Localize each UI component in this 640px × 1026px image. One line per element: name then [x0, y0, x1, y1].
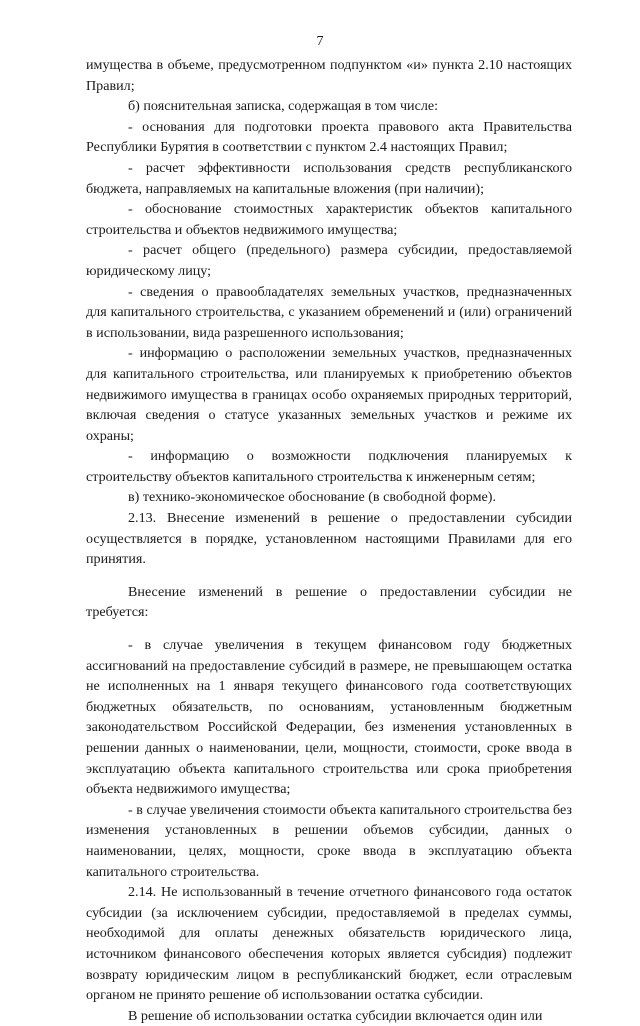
document-body [86, 55, 572, 1026]
list-item-cost-justification: - обоснование стоимостных характеристик объектов капитального строительства и объектов недвижимого имущества; [86, 201, 572, 238]
list-item-efficiency: - расчет эффективности использования средств республиканского бюджета, направляемых на капитальные вложения (при наличии); [86, 159, 572, 197]
paragraph-section-2-13: 2.13. Внесение изменений в решение о предоставлении субсидии осуществляется в порядке, установленном настоящими Правилами для его принятия. [86, 510, 572, 568]
list-item-budget-increase: - в случае увеличения в текущем финансовом году бюджетных ассигнований на предоставление субсидий в размере, не превышающем остатка не исполненных на 1 января текущего финансового года соответствующих бюджетных обязательств, по основаниям, установленным бюджетным законодательством Российской Федерации, без изменения установленных в решении данных о наименовании, цели, мощности, стоимости, сроке ввода в эксплуатацию объекта капитального строительства или срока приобретения объекта недвижимого имущества; [86, 637, 572, 798]
paragraph-feasibility-study: в) технико-экономическое обоснование (в свободной форме). [128, 489, 497, 506]
paragraph-remainder-decision: В решение об использовании остатка субсидии включается один или [128, 1007, 543, 1024]
list-item-cost-increase: - в случае увеличения стоимости объекта капитального строительства без изменения установленных в решении объемов субсидии, данных о наименовании, целях, мощности, сроке ввода в эксплуатацию объекта капитального строительства. [86, 801, 572, 880]
paragraph-continuation: имущества в объеме, предусмотренном подпунктом «и» пункта 2.10 настоящих Правил; [86, 57, 572, 94]
paragraph-no-change-required: Внесение изменений в решение о предоставлении субсидии не требуется: [86, 583, 572, 621]
page-number: 7 [316, 34, 324, 49]
list-item-subsidy-size: - расчет общего (предельного) размера субсидии, предоставляемой юридическому лицу; [86, 242, 572, 279]
list-item-utility-connection: - информацию о возможности подключения планируемых к строительству объектов капитального строительства к инженерным сетям; [86, 448, 572, 485]
paragraph-section-2-14: 2.14. Не использованный в течение отчетного финансового года остаток субсидии (за исключением субсидии, предоставляемой в пределах суммы, необходимой для оплаты денежных обязательств юридического лица, источником финансового обеспечения которых является субсидия) подлежит возврату юридическим лицом в республиканский бюджет, если отраслевым органом не принято решение об использовании остатка субсидии. [86, 884, 572, 1004]
list-item-land-location: - информацию о расположении земельных участков, предназначенных для капитального строительства, или планируемых к приобретению объектов недвижимого имущества в границах особо охраняемых природных территорий, включая сведения о статусе указанных земельных участков и режиме их охраны; [86, 345, 572, 444]
list-item-grounds: - основания для подготовки проекта правового акта Правительства Республики Бурятия в соответствии с пунктом 2.4 настоящих Правил; [86, 118, 572, 156]
paragraph-explanatory-note: б) пояснительная записка, содержащая в том числе: [128, 98, 439, 115]
list-item-land-rights: - сведения о правообладателях земельных участков, предназначенных для капитального строительства, с указанием обременений и (или) ограничений в использовании, вида разрешенного использования; [86, 283, 572, 341]
